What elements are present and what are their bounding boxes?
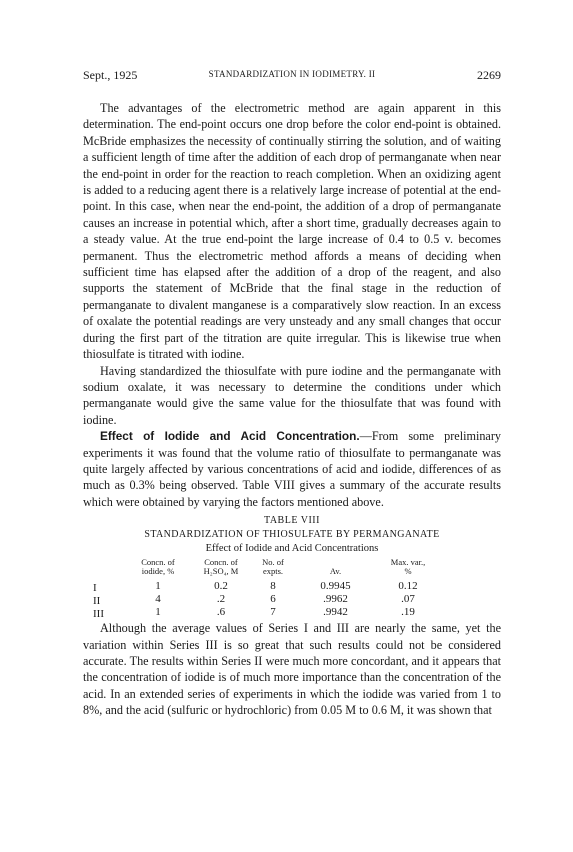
header-expts (253, 558, 293, 576)
cell-expts: 6 (270, 593, 276, 606)
header-iodide-line2: iodide, % (141, 566, 175, 577)
table-grid (83, 558, 501, 620)
cell-av: 0.9945 (320, 580, 351, 593)
row-series: III (93, 608, 104, 621)
table-subtitle: Effect of Iodide and Acid Concentrations (205, 543, 379, 555)
paragraph-electrometric: The advantages of the electrometric method are again apparent in this determination. The end-point occurs one drop before the color end-point is obtained. McBride emphasizes the necessity of continually stirring the solution, and of waiting a sufficient length of time after the addition of each drop of permanganate when near the end-point in order for the reaction to reach completion. When an oxidizing agent is added to a reducing agent there is a relatively large increase of potential at the end-point. In this case, when near the end-point, the addition of a drop of permanganate causes an increase in potential which, after a short time, gradually decreases again to a steady value. At the true end-point the large increase of 0.4 to 0.5 v. becomes permanent. Thus the electrometric method affords a means of deciding when sufficient time has elapsed after the addition of a drop of the reagent, and also supports the statement of McBride that the final stage in the reduction of permanganate to divalent manganese is a comparatively slow reaction. In an excess of oxalate the potential readings are very unsteady and any small changes that occur during the first part of the titration are quite irregular. This is likewise true when thiosulfate is titrated with iodine. (83, 101, 501, 362)
header-maxvar-line1: Max. var., (390, 557, 426, 568)
paragraph-although: Although the average values of Series I and III are nearly the same, yet the variation within Series III is so great that such results could not be considered accurate. The results within Series II were much more concordant, and it appears that the concentration of iodide is of much more importance than the concentration of the acid. In an extended series of experiments in which the iodide was varied from 1 to 8%, and the acid (sulfuric or hydrochloric) from 0.05 M to 0.6 M, it was shown that (83, 621, 501, 718)
table-label: TABLE VIII (264, 515, 320, 527)
cell-av: .9942 (323, 606, 348, 619)
cell-expts: 8 (270, 580, 276, 593)
row-series: II (93, 595, 101, 608)
cell-av: .9962 (323, 593, 348, 606)
cell-iodide: 4 (155, 593, 161, 606)
cell-acid: .2 (216, 593, 226, 606)
cell-maxvar: .19 (401, 606, 415, 619)
paragraph-standardized: Having standardized the thiosulfate with pure iodine and the permanganate with sodium oxalate, it was necessary to determine the conditions under which permanganate would give the same value for the thiosulfate that was found with iodine. (83, 363, 501, 427)
header-iodide-line1: Concn. of (141, 557, 175, 568)
header-acid-line2: H₂SO₄, M (203, 566, 239, 577)
header-expts-line2: expts. (262, 566, 284, 577)
journal-page (83, 68, 501, 719)
paragraph-effect-body: —From some preliminary experiments it was found that the volume ratio of thiosulfate to permanganate was quite largely affected by various concentrations of acid and iodide, differences of as much as 0.3% being observed. Table VIII gives a summary of the accurate results which were obtained by varying the factors mentioned above. (83, 429, 501, 509)
header-av (308, 567, 363, 576)
cell-maxvar: .07 (401, 593, 415, 606)
article-body (83, 100, 501, 719)
cell-acid: .6 (216, 606, 226, 619)
section-title: Effect of Iodide and Acid Concentration. (100, 429, 360, 444)
header-maxvar-line2: % (404, 566, 412, 577)
row-series: I (93, 582, 97, 595)
header-av-line1: Av. (329, 566, 342, 577)
header-iodide (133, 558, 183, 576)
running-header (83, 68, 501, 86)
table-title: STANDARDIZATION OF THIOSULFATE BY PERMANGANATE (144, 529, 440, 541)
header-title: STANDARDIZATION IN IODIMETRY. II (208, 69, 376, 79)
cell-iodide: 1 (155, 580, 161, 593)
table-viii (83, 514, 501, 620)
cell-expts: 7 (270, 606, 276, 619)
header-expts-line1: No. of (262, 557, 284, 568)
cell-iodide: 1 (155, 606, 161, 619)
header-page-number: 2269 (477, 68, 501, 82)
header-acid (196, 558, 246, 576)
paragraph-effect (83, 428, 501, 510)
header-maxvar (383, 558, 433, 576)
cell-acid: 0.2 (214, 580, 228, 593)
header-date: Sept., 1925 (83, 68, 138, 82)
cell-maxvar: 0.12 (398, 580, 418, 593)
header-acid-line1: Concn. of (204, 557, 238, 568)
